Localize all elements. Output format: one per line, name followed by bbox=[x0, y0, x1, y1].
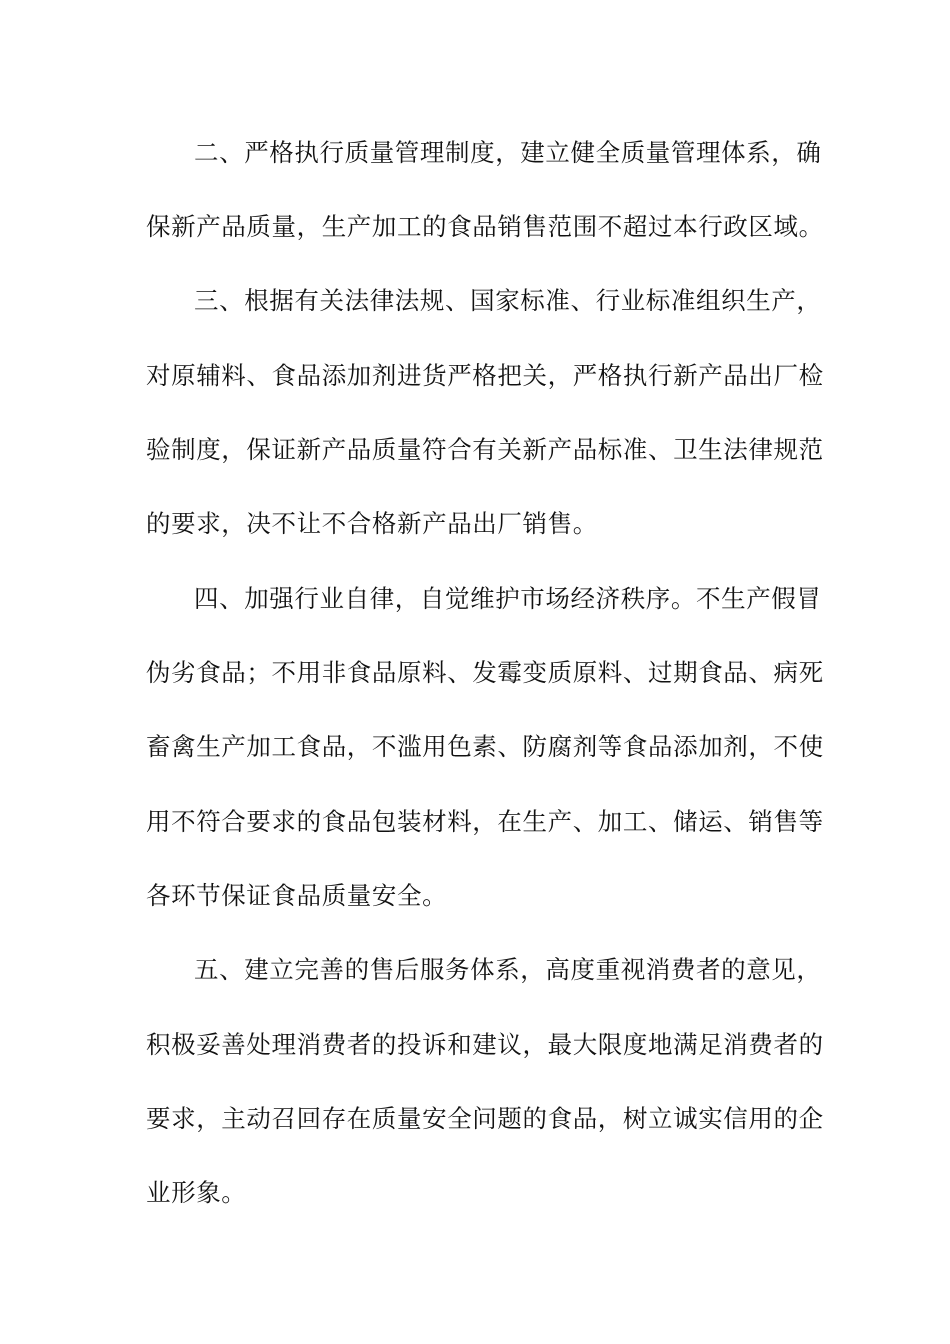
paragraph-4-line-1: 四、加强行业自律，自觉维护市场经济秩序。不生产假冒 bbox=[194, 584, 822, 613]
paragraph-4-line-3: 畜禽生产加工食品，不滥用色素、防腐剂等食品添加剂，不使 bbox=[146, 732, 824, 761]
paragraph-3-line-3: 验制度，保证新产品质量符合有关新产品标准、卫生法律规范 bbox=[146, 435, 824, 464]
paragraph-3-line-2: 对原辅料、食品添加剂进货严格把关，严格执行新产品出厂检 bbox=[146, 361, 824, 390]
paragraph-3-line-1: 三、根据有关法律法规、国家标准、行业标准组织生产， bbox=[194, 286, 822, 315]
paragraph-3-line-4: 的要求，决不让不合格新产品出厂销售。 bbox=[146, 509, 598, 538]
paragraph-5-line-2: 积极妥善处理消费者的投诉和建议，最大限度地满足消费者的 bbox=[146, 1030, 824, 1059]
paragraph-5-line-1: 五、建立完善的售后服务体系，高度重视消费者的意见， bbox=[194, 955, 822, 984]
paragraph-2-line-1: 二、严格执行质量管理制度，建立健全质量管理体系，确 bbox=[194, 138, 822, 167]
paragraph-2-line-2: 保新产品质量，生产加工的食品销售范围不超过本行政区域。 bbox=[146, 212, 824, 241]
paragraph-4-line-2: 伪劣食品；不用非食品原料、发霉变质原料、过期食品、病死 bbox=[146, 658, 824, 687]
paragraph-5-line-4: 业形象。 bbox=[146, 1178, 247, 1207]
paragraph-4-line-5: 各环节保证食品质量安全。 bbox=[146, 881, 448, 910]
paragraph-5-line-3: 要求，主动召回存在质量安全问题的食品，树立诚实信用的企 bbox=[146, 1104, 824, 1133]
paragraph-4-line-4: 用不符合要求的食品包装材料，在生产、加工、储运、销售等 bbox=[146, 807, 824, 836]
